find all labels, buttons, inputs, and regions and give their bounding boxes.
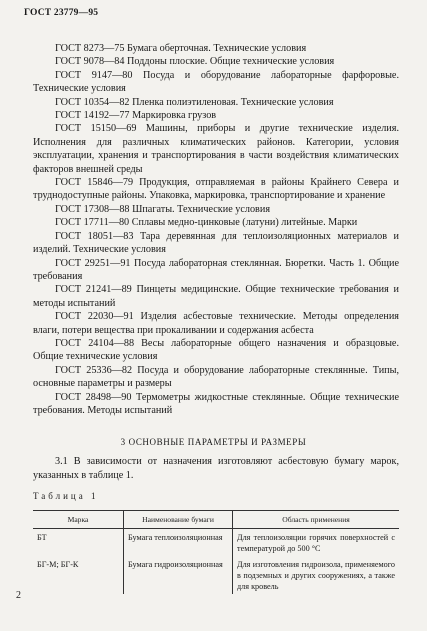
reference-item: ГОСТ 29251—91 Посуда лабораторная стеклянная. Бюретки. Часть 1. Общие требования (33, 257, 399, 282)
cell-application: Для изготовления гидроизола, применяемого в подземных и других сооружениях, а также для кровель (233, 556, 400, 594)
page-number: 2 (16, 590, 21, 601)
reference-item: ГОСТ 22030—91 Изделия асбестовые технические. Методы определения влаги, потери вещества при прокаливании и содержания асбеста (33, 311, 399, 336)
references-list (33, 42, 399, 417)
table-header-row (33, 511, 399, 529)
cell-name: Бумага гидроизоляционная (124, 556, 233, 594)
reference-item: ГОСТ 21241—89 Пинцеты медицинские. Общие технические требования и методы испытаний (33, 284, 399, 309)
reference-item: ГОСТ 24104—88 Весы лабораторные общего назначения и образцовые. Общие технические условия (33, 337, 399, 363)
reference-item: ГОСТ 14192—77 Маркировка грузов (55, 110, 217, 122)
reference-item: ГОСТ 18051—83 Тара деревянная для теплоизоляционных материалов и изделий. Технические условия (33, 230, 399, 256)
table-row (33, 556, 399, 594)
reference-item: ГОСТ 17711—80 Сплавы медно-цинковые (латуни) литейные. Марки (55, 217, 358, 229)
reference-item: ГОСТ 17308—88 Шпагаты. Технические условия (55, 203, 271, 215)
column-header-application: Область применения (233, 511, 400, 529)
reference-item: ГОСТ 10354—82 Пленка полиэтиленовая. Технические условия (55, 96, 334, 108)
cell-grade: БГ-М; БГ-К (37, 560, 79, 569)
reference-item: ГОСТ 9078—84 Поддоны плоские. Общие технические условия (55, 56, 335, 68)
reference-item: ГОСТ 8273—75 Бумага оберточная. Технические условия (55, 43, 307, 54)
page-header: ГОСТ 23779—95 (24, 8, 99, 18)
column-header-grade: Марка (33, 511, 124, 529)
cell-grade: БТ (37, 533, 47, 542)
section-paragraph: 3.1 В зависимости от назначения изготовляют асбестовую бумагу марок, указанных в таблице 1. (33, 456, 399, 481)
cell-name: Бумага теплоизоляционная (124, 529, 233, 557)
column-header-name: Наименование бумаги (124, 511, 233, 529)
reference-item: ГОСТ 9147—80 Посуда и оборудование лабораторные фарфоровые. Технические условия (33, 69, 399, 95)
reference-item: ГОСТ 15846—79 Продукция, отправляемая в районы Крайнего Севера и труднодоступные районы. Упаковка, маркировка, транспортирование и хранение (33, 177, 399, 202)
grades-table (33, 510, 399, 594)
table-caption: Таблица 1 (33, 491, 99, 501)
table-row (33, 529, 399, 557)
reference-item: ГОСТ 25336—82 Посуда и оборудование лабораторные стеклянные. Типы, основные параметры и размеры (33, 364, 399, 390)
cell-application: Для теплоизоляции горячих поверхностей с температурой до 500 °С (233, 529, 400, 557)
reference-item: ГОСТ 15150—69 Машины, приборы и другие технические изделия. Исполнения для различных климатических районов. Категории, условия эксплуатации, хранения и транспортирования в части воздействия климатических факторов внешней среды (33, 123, 399, 175)
reference-item: ГОСТ 28498—90 Термометры жидкостные стеклянные. Общие технические требования. Методы испытаний (33, 391, 399, 416)
section-title: 3 ОСНОВНЫЕ ПАРАМЕТРЫ И РАЗМЕРЫ (120, 437, 307, 447)
